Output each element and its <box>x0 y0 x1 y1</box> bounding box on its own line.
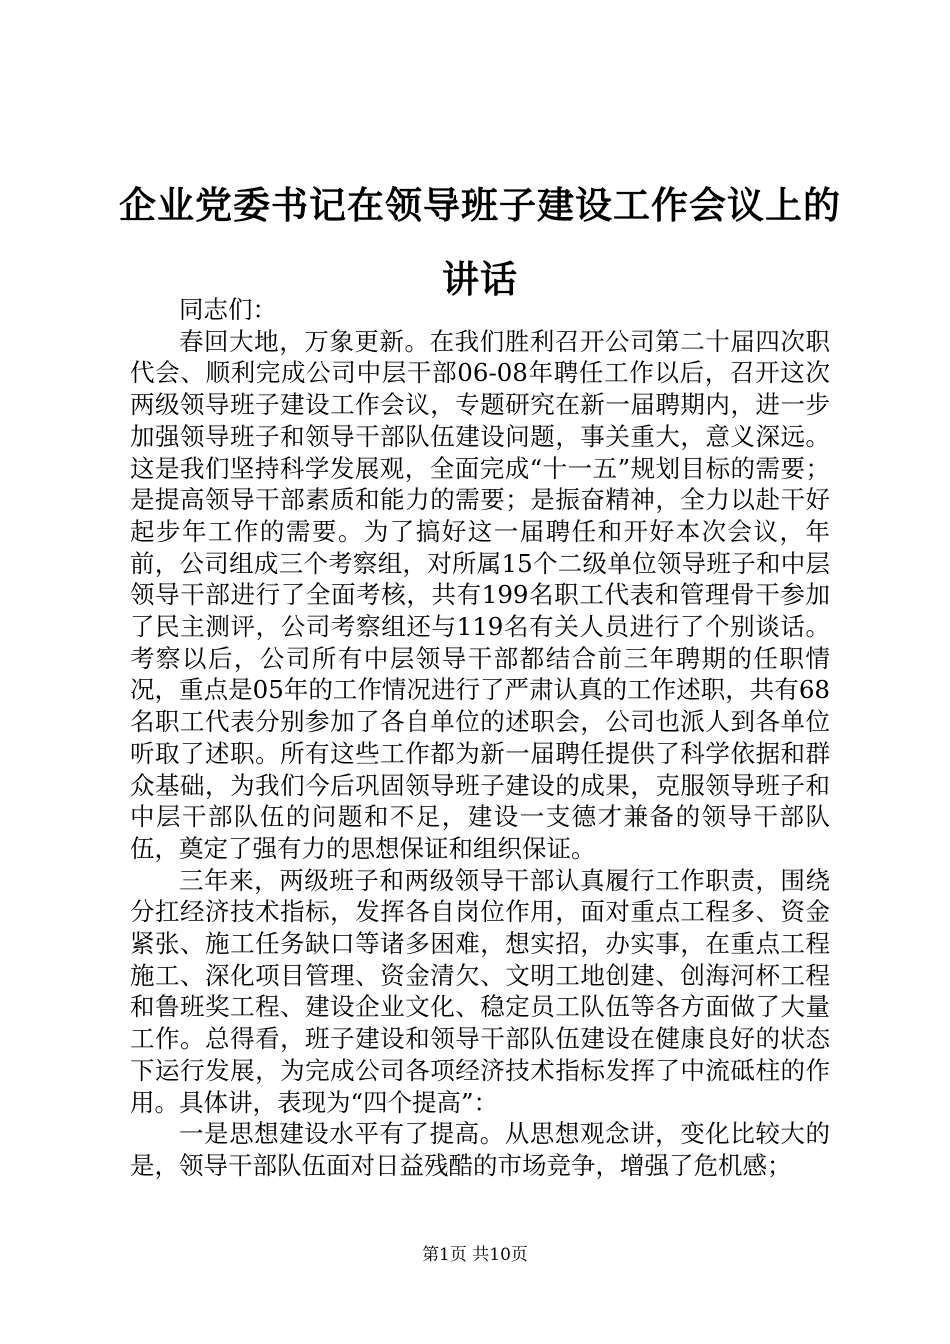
paragraph: 一是思想建设水平有了提高。从思想观念讲，变化比较大的是，领导干部队伍面对日益残酷的市场竞争，增强了危机感； <box>130 1119 830 1180</box>
document-title: 企业党委书记在领导班子建设工作会议上的讲话 <box>119 183 841 301</box>
page-footer: 第1页 共10页 <box>422 1245 528 1265</box>
paragraph: 春回大地，万象更新。在我们胜利召开公司第二十届四次职代会、顺利完成公司中层干部06-08年聘任工作以后，召开这次两级领导班子建设工作会议，专题研究在新一届聘期内，进一步加强领导班子和领导干部队伍建设问题，事关重大，意义深远。这是我们坚持科学发展观，全面完成“十一五”规划目标的需要；是提高领导干部素质和能力的需要；是振奋精神，全力以赴干好起步年工作的需要。为了搞好这一届聘任和开好本次会议，年前，公司组成三个考察组，对所属15个二级单位领导班子和中层领导干部进行了全面考核，共有199名职工代表和管理骨干参加了民主测评，公司考察组还与119名有关人员进行了个别谈话。考察以后，公司所有中层领导干部都结合前三年聘期的任职情况，重点是05年的工作情况进行了严肃认真的工作述职，共有68名职工代表分别参加了各自单位的述职会，公司也派人到各单位听取了述职。所有这些工作都为新一届聘任提供了科学依据和群众基础，为我们今后巩固领导班子建设的成果，克服领导班子和中层干部队伍的问题和不足，建设一支德才兼备的领导干部队伍，奠定了强有力的思想保证和组织保证。 <box>130 326 830 863</box>
document-body <box>130 294 830 1182</box>
salutation: 同志们： <box>179 295 277 324</box>
paragraph: 三年来，两级班子和两级领导干部认真履行工作职责，围绕分扛经济技术指标，发挥各自岗位作用，面对重点工程多、资金紧张、施工任务缺口等诸多困难，想实招，办实事，在重点工程施工、深化项目管理、资金清欠、文明工地创建、创海河杯工程和鲁班奖工程、建设企业文化、稳定员工队伍等各方面做了大量工作。总得看，班子建设和领导干部队伍建设在健康良好的状态下运行发展，为完成公司各项经济技术指标发挥了中流砥柱的作用。具体讲，表现为“四个提高”： <box>130 865 830 1117</box>
